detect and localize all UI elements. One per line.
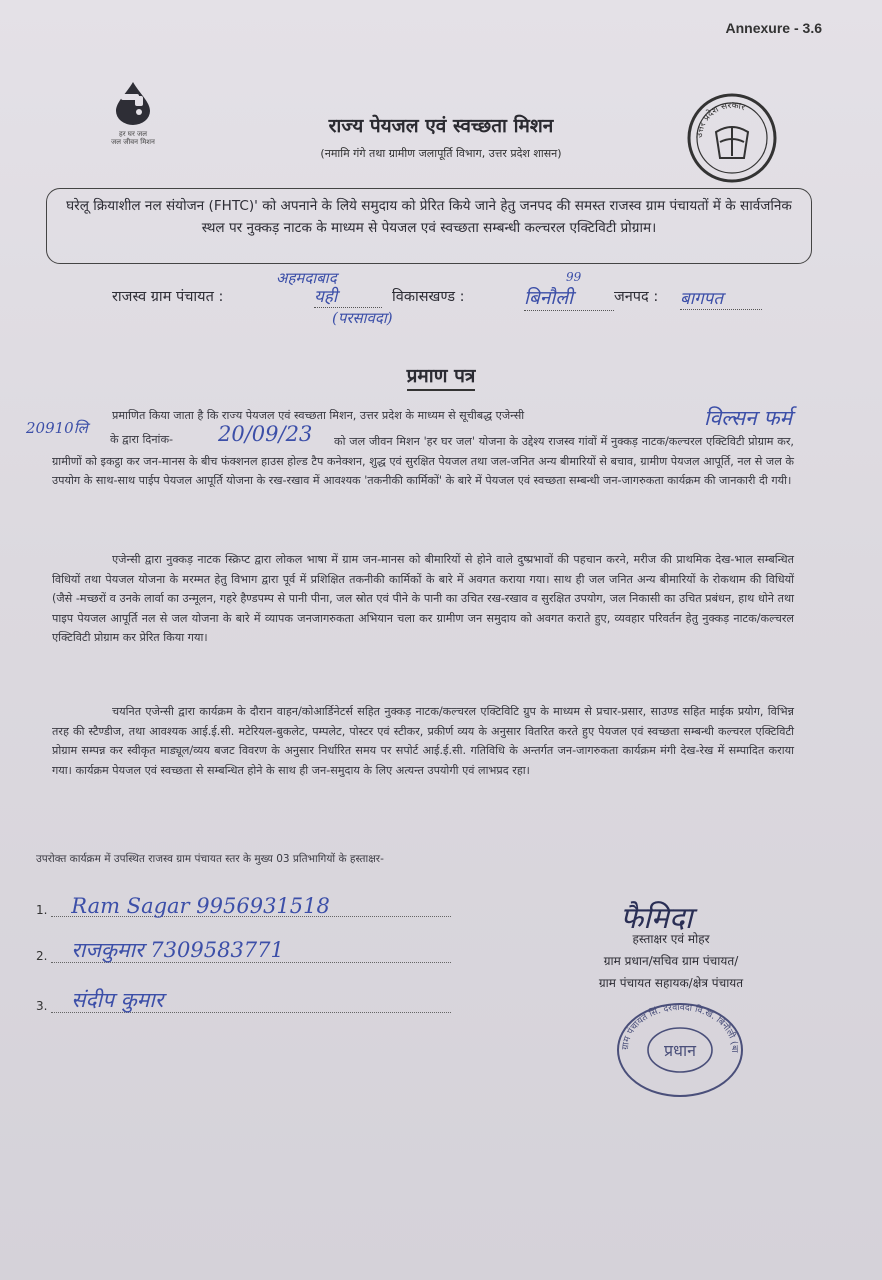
gram-panchayat-value: यही bbox=[314, 284, 382, 308]
participant-number: 1. bbox=[36, 903, 48, 917]
participant-row-2 bbox=[36, 938, 451, 963]
stamp-center-text: प्रधान bbox=[664, 1041, 696, 1060]
gram-panchayat-value-bottom: (परसावदा) bbox=[332, 309, 393, 327]
gram-panchayat-label: राजस्व ग्राम पंचायत : bbox=[112, 289, 224, 305]
district-label: जनपद : bbox=[614, 289, 659, 305]
signatory-block bbox=[556, 928, 786, 994]
handwritten-reference: 20910लि bbox=[26, 419, 88, 437]
participant-signature: संदीप कुमार bbox=[71, 988, 164, 1012]
participant-signature: राजकुमार 7309583771 bbox=[71, 938, 284, 962]
paragraph-1-date-label: के द्वारा दिनांक- bbox=[110, 433, 174, 446]
signatory-line-2: ग्राम प्रधान/सचिव ग्राम पंचायत/ bbox=[603, 954, 739, 968]
signatory-line-1: हस्ताक्षर एवं मोहर bbox=[632, 932, 710, 946]
paragraph-1-body: को जल जीवन मिशन 'हर घर जल' योजना के उद्देश्य राजस्व गांवों में नुक्कड़ नाटक/कल्चरल एक्टिविटी प्रोग्राम कर, ग्रामीणों को इकट्ठा कर जन-मानस के बीच फंक्शनल हाउस होल्ड टैप कनेक्शन, शुद्ध एवं सुरक्षित पेयजल तथा जल-जनित अन्य बीमारियों से बचाव, ग्रामीण पेयजल आपूर्ति, नल से जल के उपयोग के साथ-साथ पाईप पेयजल आपूर्ति योजना के रख-रखाव में आवश्यक 'तकनीकी कार्मिकों' के बारे में पेयजल एवं स्वच्छता सम्बन्धी जन-जागरुकता कार्यक्रम की जानकारी दी गयी। bbox=[52, 435, 794, 487]
logo-caption-1: हर घर जल bbox=[119, 130, 147, 138]
paragraph-3: चयनित एजेन्सी द्वारा कार्यक्रम के दौरान वाहन/कोआर्डिनेटर्स सहित नुक्कड़ नाटक/कल्चरल एक्टिविटि ग्रुप के माध्यम से प्रचार-प्रसार, साउण्ड सहित माईक प्रयोग, विभिन्न तरह की स्टैण्डीज, तथा आवश्यक आई.ई.सी. मटेरियल-बुकलेट, पम्पलेट, पोस्टर एवं स्टीकर, प्रकीर्ण व्यय के अनुसार वितरित करते हुए पेयजल एवं स्वच्छता सम्बन्धी कल्चरल एक्टिविटी प्रोग्राम सम्पन्न कर स्वीकृत माड्यूल/व्यय बजट विवरण के अनुसार निर्धारित समय पर सपोर्ट आई.ई.सी. गतिविधि के अन्तर्गत जन-जागरुकता कार्यक्रम मंगी देख-रेख में सम्पादित कराया गया। कार्यक्रम पेयजल एवं स्वच्छता से सम्बन्धित होने के साथ ही जन-समुदाय के लिए अत्यन्त उपयोगी एवं लाभप्रद रहा। bbox=[52, 705, 794, 777]
stamp-ring-text: ग्राम पंचायत सिं. दरवावदा वि.ख. बिनौली (बा bbox=[620, 1002, 740, 1053]
participant-row-1 bbox=[36, 894, 451, 918]
pradhan-signature: फैमिदा bbox=[620, 901, 693, 936]
block-number: 99 bbox=[566, 270, 582, 284]
program-description-box: घरेलू क्रियाशील नल संयोजन (FHTC)' को अपनाने के लिये समुदाय को प्रेरित किये जाने हेतु जनपद की समस्त राजस्व ग्राम पंचायतों में के सार्वजनिक स्थल पर नुक्कड़ नाटक के माध्यम से पेयजल एवं स्वच्छता सम्बन्धी कल्चरल एक्टिविटी प्रोग्राम। bbox=[46, 188, 812, 264]
paragraph-1-line-1: प्रमाणित किया जाता है कि राज्य पेयजल एवं स्वच्छता मिशन, उत्तर प्रदेश के माध्यम से सूचीबद्ध एजेन्सी bbox=[112, 409, 525, 422]
pradhan-stamp bbox=[612, 1000, 748, 1100]
participant-number: 2. bbox=[36, 949, 48, 963]
certificate-heading: प्रमाण पत्र bbox=[0, 362, 882, 388]
gram-panchayat-value-top: अहमदाबाद bbox=[276, 269, 337, 287]
participant-row-3 bbox=[36, 988, 451, 1013]
signatory-line-3: ग्राम पंचायत सहायक/क्षेत्र पंचायत bbox=[598, 976, 744, 990]
seal-text: उत्तर प्रदेश सरकार bbox=[694, 100, 747, 139]
up-government-seal bbox=[686, 92, 778, 184]
participant-number: 3. bbox=[36, 999, 48, 1013]
block-value: बिनौली bbox=[524, 284, 614, 311]
logo-caption-2: जल जीवन मिशन bbox=[111, 138, 155, 146]
district-value: बागपत bbox=[680, 286, 762, 310]
signatures-intro: उपरोक्त कार्यक्रम में उपस्थित राजस्व ग्राम पंचायत स्तर के मुख्य 03 प्रतिभागियों के हस्ताक्षर- bbox=[36, 853, 384, 865]
paragraph-2: एजेन्सी द्वारा नुक्कड़ नाटक स्क्रिप्ट द्वारा लोकल भाषा में ग्राम जन-मानस को बीमारियों से होने वाले दुष्प्रभावों की पहचान करने, मरीज की प्राथमिक देख-भाल सम्बन्धित विधियों तथा पेयजल योजना के मरम्मत हेतु विभाग द्वारा पूर्व में प्रशिक्षित तकनीकी कार्मिकों के बारे में अवगत कराया गया। साथ ही जल जनित अन्य बीमारियों के रोकथाम की विधियों (जैसे -मच्छरों व उनके लार्वा का उन्मूलन, गहरे हैण्डपम्प से पानी पीना, जल स्रोत एवं पीने के पानी का उचित रख-रखाव व सुरक्षित उपयोग, जल निकासी का उचित प्रबंधन, हाथ धोने तथा पाइप पेयजल आपूर्ति नल से जल योजना के बारे में व्यापक जनजागरुकता अभियान चला कर ग्रामीण जन समुदाय को अवगत कराते हुए, व्यवहार परिवर्तन हेतु नुक्कड़ नाटक/कल्चरल एक्टिविटी प्रोग्राम कर प्रेरित किया गया। bbox=[52, 553, 794, 644]
page-subtitle: (नमामि गंगे तथा ग्रामीण जलापूर्ति विभाग, उत्तर प्रदेश शासन) bbox=[320, 147, 562, 160]
block-label: विकासखण्ड : bbox=[392, 289, 465, 305]
annexure-label: Annexure - 3.6 bbox=[725, 20, 822, 36]
participant-signature: Ram Sagar 9956931518 bbox=[71, 894, 330, 918]
agency-name-handwritten: विल्सन फर्म bbox=[704, 406, 793, 430]
date-handwritten: 20/09/23 bbox=[218, 422, 313, 446]
page-title: राज्य पेयजल एवं स्वच्छता मिशन bbox=[328, 115, 554, 137]
